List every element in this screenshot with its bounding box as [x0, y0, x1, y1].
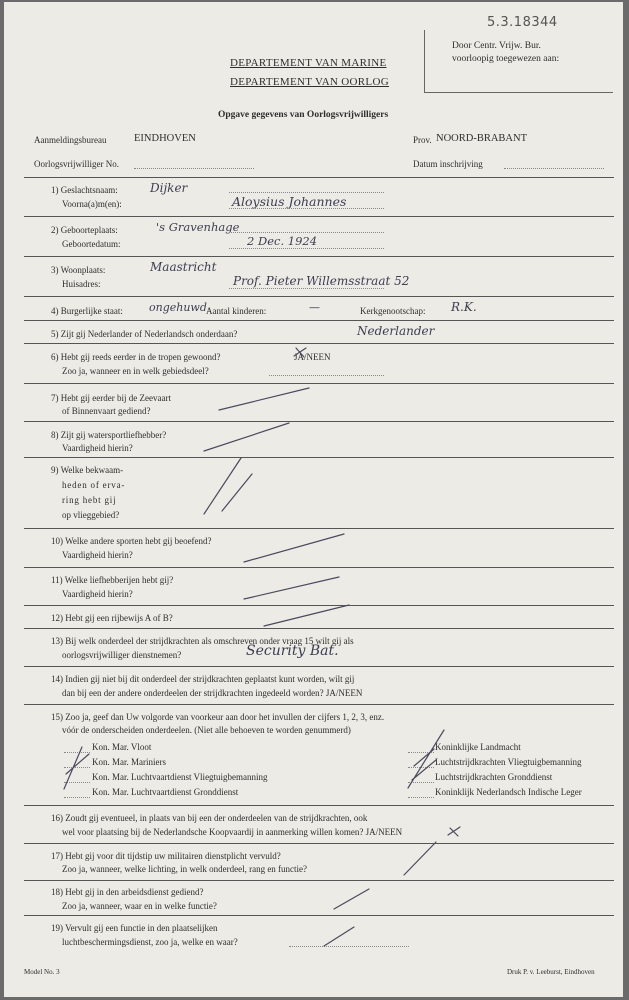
bureau-label: Aanmeldingsbureau: [34, 135, 107, 145]
bureau-value: EINDHOVEN: [134, 133, 196, 144]
q15-left-option-3: Kon. Mar. Luchtvaartdienst Vliegtuigbemanning: [92, 772, 268, 782]
q16-label-1: 16) Zoudt gij eventueel, in plaats van bij een der onderdeelen van de strijdkrachten, ook: [51, 813, 368, 823]
q15-left-option-4: Kon. Mar. Luchtvaartdienst Gronddienst: [92, 787, 239, 797]
q1-firstnames-value: Aloysius Johannes: [232, 194, 347, 209]
q13-label-2: oorlogsvrijwilliger dienstnemen?: [62, 650, 182, 660]
handwritten-strike-marks: [4, 2, 623, 997]
q19-label-2: luchtbeschermingsdienst, zoo ja, welke en waar?: [62, 937, 238, 947]
q11-label-1: 11) Welke liefhebberijen hebt gij?: [51, 575, 174, 585]
q7-label-2: of Binnenvaart gediend?: [62, 406, 151, 416]
q1-surname-value: Dijker: [150, 181, 188, 195]
q9-line-4: op vlieggebied?: [62, 510, 120, 520]
q8-label-1: 8) Zijt gij watersportliefhebber?: [51, 430, 167, 440]
q6-region-label: Zoo ja, wanneer en in welk gebiedsdeel?: [62, 366, 209, 376]
q4-children-value: —: [309, 301, 320, 314]
q6-tropics-label: 6) Hebt gij reeds eerder in de tropen gewoond?: [51, 352, 221, 362]
q17-label-1: 17) Hebt gij voor dit tijdstip uw militairen dienstplicht vervuld?: [51, 851, 281, 861]
q2-birthplace-value: 's Gravenhage: [156, 220, 240, 234]
q8-label-2: Vaardigheid hierin?: [62, 443, 133, 453]
volunteer-number-label: Oorlogsvrijwilliger No.: [34, 159, 119, 169]
q1-firstnames-label: Voorna(a)m(en):: [62, 199, 122, 209]
q4-children-label: Aantal kinderen:: [206, 306, 267, 316]
stamp-line-1: Door Centr. Vrijw. Bur.: [452, 41, 541, 51]
q3-residence-label: 3) Woonplaats:: [51, 265, 106, 275]
form-title: Opgave gegevens van Oorlogsvrijwilligers: [218, 110, 389, 120]
province-value: NOORD-BRABANT: [436, 133, 528, 144]
q15-right-option-3: Luchtstrijdkrachten Gronddienst: [435, 772, 553, 782]
q12-label: 12) Hebt gij een rijbewijs A of B?: [51, 613, 173, 623]
q15-right-option-1: Koninklijke Landmacht: [435, 742, 521, 752]
q1-surname-label: 1) Geslachtsnaam:: [51, 185, 118, 195]
q16-label-2: wel voor plaatsing bij de Nederlandsche Koopvaardij in aanmerking willen komen? JA/NEEN: [62, 827, 403, 837]
q2-birthplace-label: 2) Geboorteplaats:: [51, 225, 118, 235]
q9-line-3: ring hebt gij: [62, 495, 117, 505]
q10-label-2: Vaardigheid hierin?: [62, 550, 133, 560]
q15-right-option-4: Koninklijk Nederlandsch Indische Leger: [435, 787, 582, 797]
q4-marital-label: 4) Burgerlijke staat:: [51, 306, 123, 316]
q9-line-1: 9) Welke bekwaam-: [51, 465, 124, 475]
q13-value: Security Bat.: [246, 643, 339, 659]
q7-label-1: 7) Hebt gij eerder bij de Zeevaart: [51, 393, 171, 403]
q18-label-2: Zoo ja, wanneer, waar en in welke functie?: [62, 901, 217, 911]
q4-marital-value: ongehuwd: [149, 301, 207, 314]
stamp-line-2: voorloopig toegewezen aan:: [452, 54, 560, 64]
q13-label-1: 13) Bij welk onderdeel der strijdkrachten als omschreven onder vraag 15 wilt gij als: [51, 636, 354, 646]
q3-residence-value: Maastricht: [150, 260, 217, 274]
q5-nationality-value: Nederlander: [357, 324, 435, 338]
q3-address-value: Prof. Pieter Willemsstraat 52: [233, 274, 410, 288]
q17-label-2: Zoo ja, wanneer, welke lichting, in welk onderdeel, rang en functie?: [62, 864, 308, 874]
q15-label-1: 15) Zoo ja, geef dan Uw volgorde van voorkeur aan door het invullen der cijfers 1, 2, 3, enz.: [51, 712, 385, 722]
q6-answer: JA/NEEN: [294, 352, 331, 362]
q3-address-label: Huisadres:: [62, 279, 101, 289]
q10-label-1: 10) Welke andere sporten hebt gij beoefend?: [51, 536, 212, 546]
form-sheet: [4, 2, 623, 997]
q4-church-label: Kerkgenootschap:: [360, 306, 426, 316]
archive-number: 5.3.18344: [487, 15, 558, 30]
province-label: Prov.: [413, 135, 432, 145]
q14-label-1: 14) Indien gij niet bij dit onderdeel der strijdkrachten geplaatst kunt worden, wilt gij: [51, 674, 355, 684]
q15-right-option-2: Luchtstrijdkrachten Vliegtuigbemanning: [435, 757, 582, 767]
q2-birthdate-label: Geboortedatum:: [62, 239, 121, 249]
q15-label-2: vóór de onderscheiden onderdeelen. (Niet alle behoeven te worden genummerd): [62, 725, 351, 735]
q14-label-2: dan bij een der andere onderdeelen der strijdkrachten ingedeeld worden? JA/NEEN: [62, 688, 363, 698]
q15-left-option-1: Kon. Mar. Vloot: [92, 742, 152, 752]
q2-birthdate-value: 2 Dec. 1924: [247, 234, 318, 248]
q9-line-2: heden of erva-: [62, 480, 126, 490]
q18-label-1: 18) Hebt gij in den arbeidsdienst gediend?: [51, 887, 204, 897]
q5-nationality-label: 5) Zijt gij Nederlander of Nederlandsch onderdaan?: [51, 329, 238, 339]
q19-label-1: 19) Vervult gij een functie in den plaatselijken: [51, 923, 218, 933]
footer-printer: Druk P. v. Leeburst, Eindhoven: [507, 968, 595, 976]
registration-date-label: Datum inschrijving: [413, 159, 483, 169]
q15-left-option-2: Kon. Mar. Mariniers: [92, 757, 166, 767]
footer-model: Model No. 3: [24, 968, 60, 976]
department-navy: DEPARTEMENT VAN MARINE: [230, 57, 387, 69]
q4-church-value: R.K.: [451, 300, 477, 314]
q11-label-2: Vaardigheid hierin?: [62, 589, 133, 599]
department-army: DEPARTEMENT VAN OORLOG: [230, 76, 389, 88]
